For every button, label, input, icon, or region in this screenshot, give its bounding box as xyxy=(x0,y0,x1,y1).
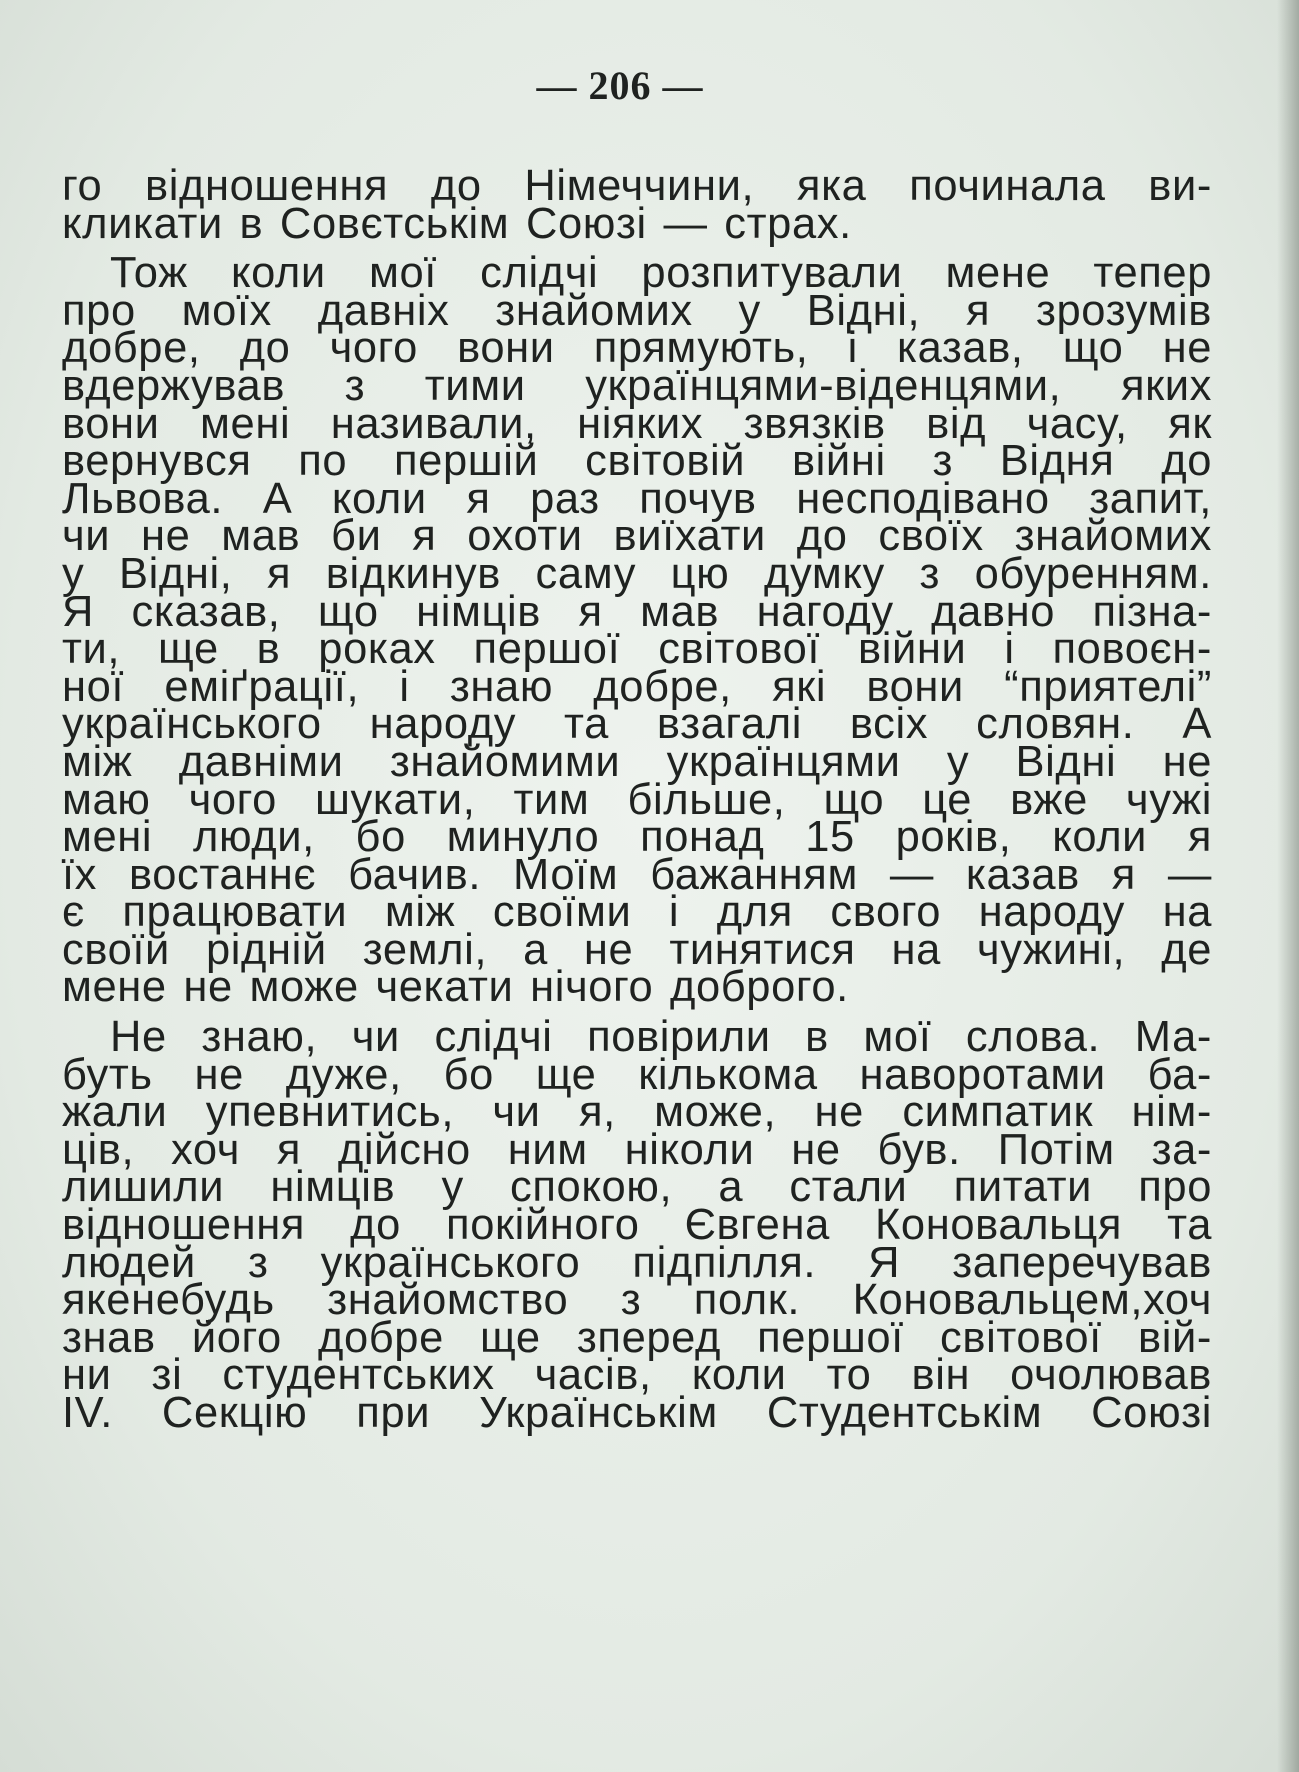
text-line: Не знаю, чи слідчі повірили в мої слова. Ма- xyxy=(110,1013,1212,1062)
text-line: ни зі студентських часів, коли то він очолював xyxy=(62,1351,1212,1400)
text-line: жали упевнитись, чи я, може, не симпатик нім- xyxy=(62,1088,1212,1137)
page-number: — 206 — xyxy=(536,63,704,108)
text-line: добре, до чого вони прямують, і казав, що не xyxy=(62,324,1212,373)
text-line: вдержував з тими українцями-віденцями, яких xyxy=(62,361,1212,410)
text-line: Я сказав, що німців я мав нагоду давно пізна- xyxy=(62,587,1212,636)
text-line: вернувся по першій світовій війні з Відня до xyxy=(62,437,1212,486)
body-text xyxy=(62,162,1212,1437)
text-line: їх востаннє бачив. Моїм бажанням — казав я — xyxy=(62,850,1212,899)
text-line: буть не дуже, бо ще кількома наворотами ба- xyxy=(62,1050,1212,1099)
text-line: своїй рідній землі, а не тинятися на чужині, де xyxy=(62,925,1212,974)
text-line: вони мені називали, ніяких звязків від часу, як xyxy=(62,399,1212,448)
text-line: го відношення до Німеччини, яка починала ви- xyxy=(62,162,1212,210)
text-line: Львова. А коли я раз почув несподівано запит, xyxy=(62,474,1212,523)
text-line: ної еміґрації, і знаю добре, які вони “приятелі” xyxy=(62,662,1212,711)
text-line: кликати в Совєтськім Союзі — страх. xyxy=(62,199,852,248)
text-line: ти, ще в роках першої світової війни і повоєн- xyxy=(62,625,1212,674)
text-line: мене не може чекати нічого доброго. xyxy=(62,963,849,1012)
text-line: ців, хоч я дійсно ним ніколи не був. Потім за- xyxy=(62,1125,1212,1174)
text-line: про моїх давніх знайомих у Відні, я зрозумів xyxy=(62,286,1212,335)
text-line: IV. Секцію при Українськім Студентськім Союзі xyxy=(62,1389,1212,1437)
page-edge-shadow xyxy=(1277,0,1299,1772)
text-line: відношення до покійного Євгена Коновальця та xyxy=(62,1201,1212,1250)
text-line: чи не мав би я охоти виїхати до своїх знайомих xyxy=(62,512,1212,561)
text-line: українського народу та взагалі всіх словян. А xyxy=(62,700,1212,749)
text-line: знав його добре ще зперед першої світової вій- xyxy=(62,1313,1212,1362)
text-line: мені люди, бо минуло понад 15 років, коли я xyxy=(62,813,1212,862)
text-line: між давніми знайомими українцями у Відні не xyxy=(62,737,1212,786)
text-line: маю чого шукати, тим більше, що це вже чужі xyxy=(62,775,1212,824)
text-line: у Відні, я відкинув саму цю думку з обуренням. xyxy=(62,549,1212,598)
text-line: людей з українського підпілля. Я заперечував xyxy=(62,1238,1212,1287)
text-line: лишили німців у спокою, а стали питати про xyxy=(62,1163,1212,1212)
text-line: Тож коли мої слідчі розпитували мене тепер xyxy=(110,249,1212,298)
text-line: є працювати між своїми і для свого народу на xyxy=(62,888,1212,937)
text-line: якенебудь знайомство з полк. Коновальцем,хоч xyxy=(62,1276,1212,1325)
